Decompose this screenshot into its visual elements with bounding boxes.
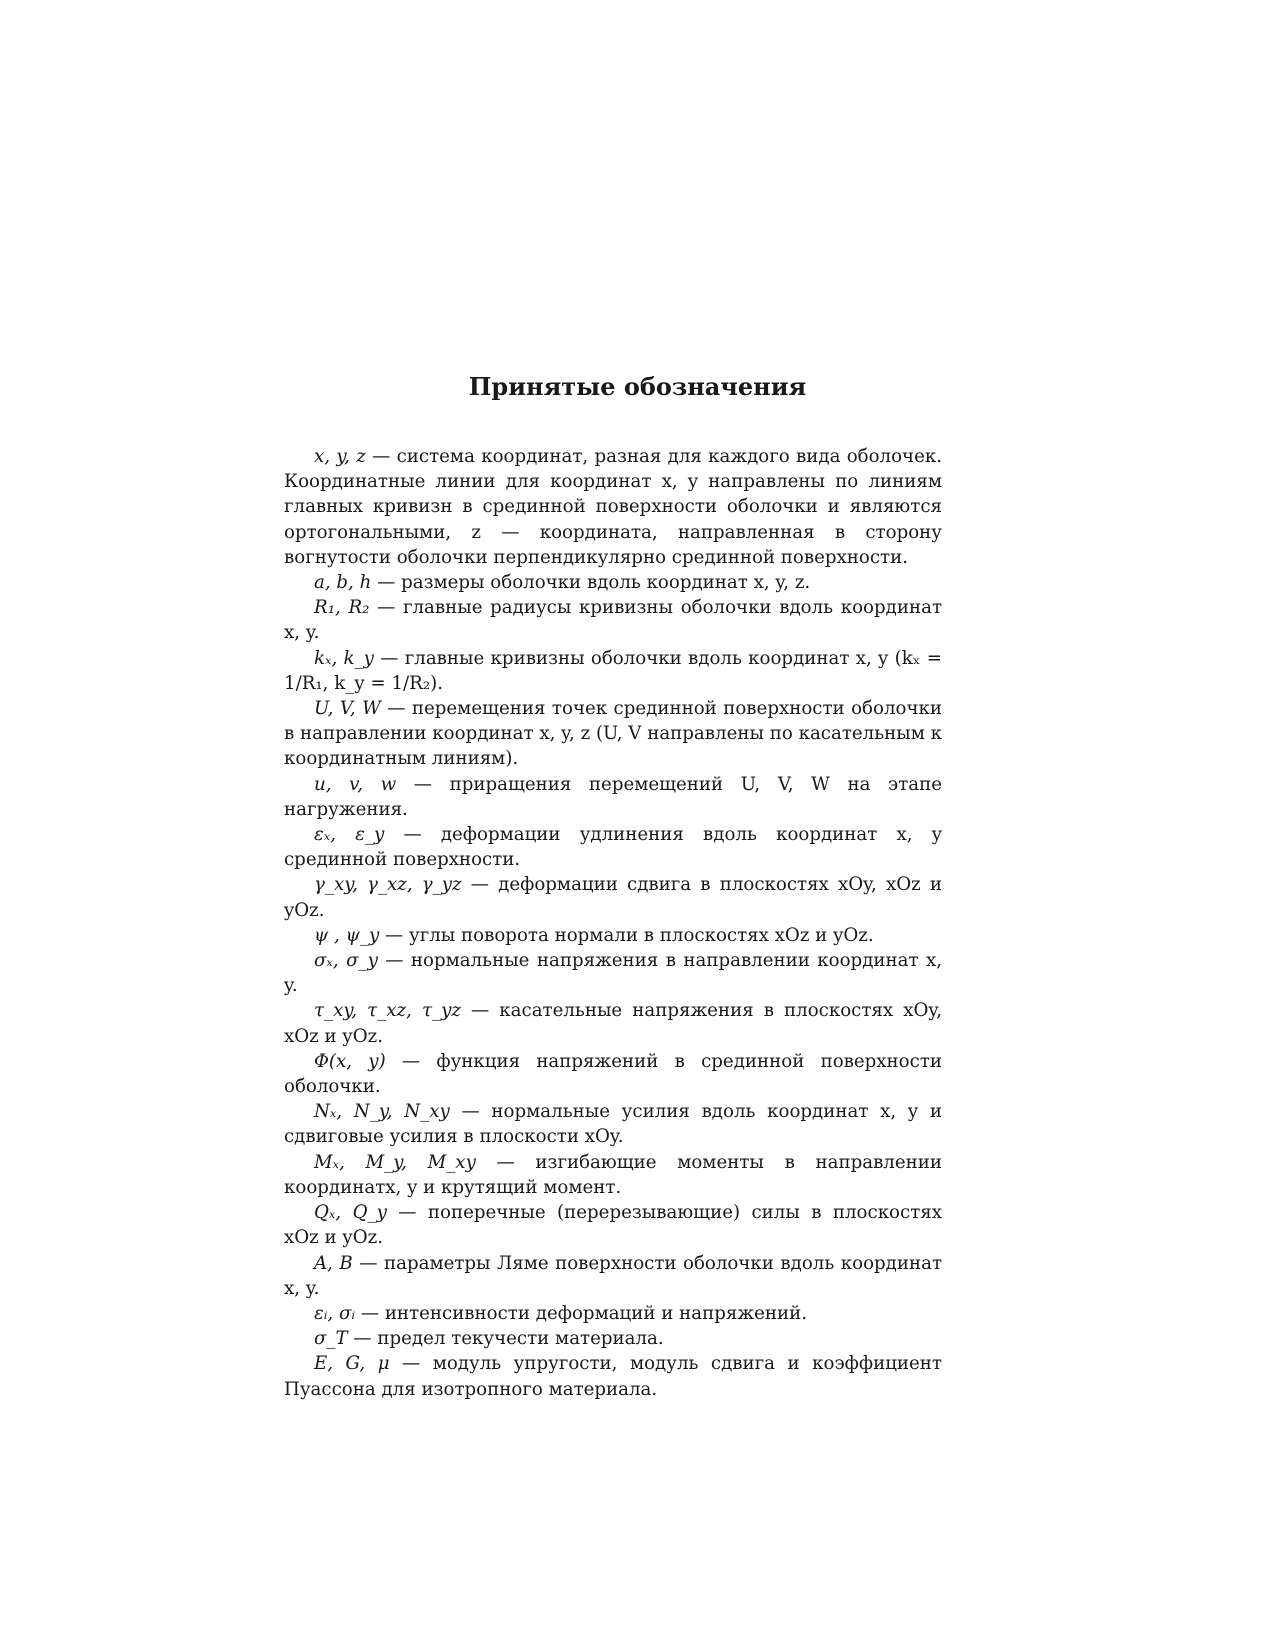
notation-list bbox=[284, 444, 942, 1402]
notation-term: Φ(x, y) bbox=[314, 1050, 386, 1072]
notation-entry bbox=[284, 1301, 942, 1326]
notation-description: — нормальные усилия вдоль координат x, y и сдвиговые усилия в плоскости xOy. bbox=[284, 1101, 942, 1148]
notation-term: Mₓ, M_y, M_xy bbox=[314, 1151, 476, 1173]
notation-term: u, v, w bbox=[314, 773, 397, 795]
notation-term: x, y, z bbox=[314, 446, 366, 467]
notation-description: — модуль упругости, модуль сдвига и коэффициент Пуассона для изотропного материала. bbox=[284, 1353, 942, 1400]
notation-description: — приращения перемещений U, V, W на этапе нагружения. bbox=[284, 773, 942, 820]
notation-entry bbox=[284, 570, 942, 595]
notation-description: — касательные напряжения в плоскостях xOy, xOz и yOz. bbox=[284, 1000, 943, 1047]
notation-term: E, G, μ bbox=[314, 1353, 390, 1375]
notation-entry bbox=[284, 1200, 942, 1250]
notation-entry bbox=[284, 772, 942, 822]
notation-term: σₓ, σ_y bbox=[314, 950, 378, 972]
notation-term: ψ , ψ_y bbox=[314, 924, 380, 946]
notation-description: — параметры Ляме поверхности оболочки вдоль координат x, y. bbox=[284, 1252, 943, 1299]
notation-description: — углы поворота нормали в плоскостях xOz и yOz. bbox=[379, 924, 874, 946]
notation-entry bbox=[284, 948, 942, 998]
notation-description: — интенсивности деформаций и напряжений. bbox=[355, 1302, 808, 1324]
notation-description: — деформации сдвига в плоскостях xOy, xOz и yOz. bbox=[284, 874, 942, 921]
notation-term: U, V, W bbox=[314, 698, 381, 720]
notation-entry bbox=[284, 1326, 942, 1351]
notation-term: R₁, R₂ bbox=[314, 597, 370, 619]
notation-entry bbox=[284, 1150, 942, 1200]
notation-entry bbox=[284, 696, 942, 772]
notation-entry bbox=[284, 595, 942, 645]
notation-term: kₓ, k_y bbox=[314, 647, 374, 669]
notation-term: εᵢ, σᵢ bbox=[314, 1302, 356, 1324]
notation-entry bbox=[284, 998, 942, 1048]
notation-term: a, b, h bbox=[314, 572, 372, 594]
notation-term: τ_xy, τ_xz, τ_yz bbox=[314, 1000, 461, 1022]
notation-description: — функция напряжений в срединной поверхности оболочки. bbox=[284, 1050, 942, 1098]
notation-entry bbox=[284, 1351, 942, 1401]
notation-term: γ_xy, γ_xz, γ_yz bbox=[314, 874, 462, 896]
notation-entry bbox=[284, 1251, 942, 1301]
notation-description: — нормальные напряжения в направлении координат x, y. bbox=[284, 950, 943, 997]
notation-term: Qₓ, Q_y bbox=[314, 1202, 387, 1224]
notation-description: — главные кривизны оболочки вдоль координат x, y (kₓ = 1/R₁, k_y = 1/R₂). bbox=[284, 647, 942, 694]
notation-description: — деформации удлинения вдоль координат x, y срединной поверхности. bbox=[284, 824, 942, 871]
notation-term: εₓ, ε_y bbox=[314, 824, 385, 846]
notation-term: A, B bbox=[314, 1252, 353, 1274]
notation-entry bbox=[284, 646, 942, 696]
notation-entry bbox=[284, 872, 942, 922]
notation-description: — предел текучести материала. bbox=[347, 1328, 664, 1350]
notation-term: Nₓ, N_y, N_xy bbox=[314, 1101, 450, 1123]
notation-description: — размеры оболочки вдоль координат x, y, z. bbox=[371, 572, 811, 594]
page-title: Принятые обозначения bbox=[468, 372, 807, 401]
notation-entry bbox=[284, 1049, 942, 1099]
notation-description: — система координат, разная для каждого вида оболочек. Координатные линии для координат x, y направлены по линиям главных кривизн в срединной поверхности оболочки и являются ортогональными, z — координата, направленная в сторону вогнутости оболочки перпендикулярно срединной поверхности. bbox=[284, 446, 942, 568]
notation-description: — поперечные (перерезывающие) силы в плоскостях xOz и yOz. bbox=[284, 1202, 942, 1249]
notation-description: — изгибающие моменты в направлении координатx, y и крутящий момент. bbox=[284, 1151, 942, 1198]
notation-description: — перемещения точек срединной поверхности оболочки в направлении координат x, y, z (U, V направлены по касательным к координатным линиям). bbox=[284, 698, 942, 770]
notation-entry bbox=[284, 1099, 942, 1149]
notation-description: — главные радиусы кривизны оболочки вдоль координат x, y. bbox=[284, 597, 942, 644]
notation-entry bbox=[284, 444, 942, 570]
notation-term: σ_T bbox=[314, 1328, 348, 1350]
notation-entry bbox=[284, 923, 942, 948]
notation-entry bbox=[284, 822, 942, 872]
